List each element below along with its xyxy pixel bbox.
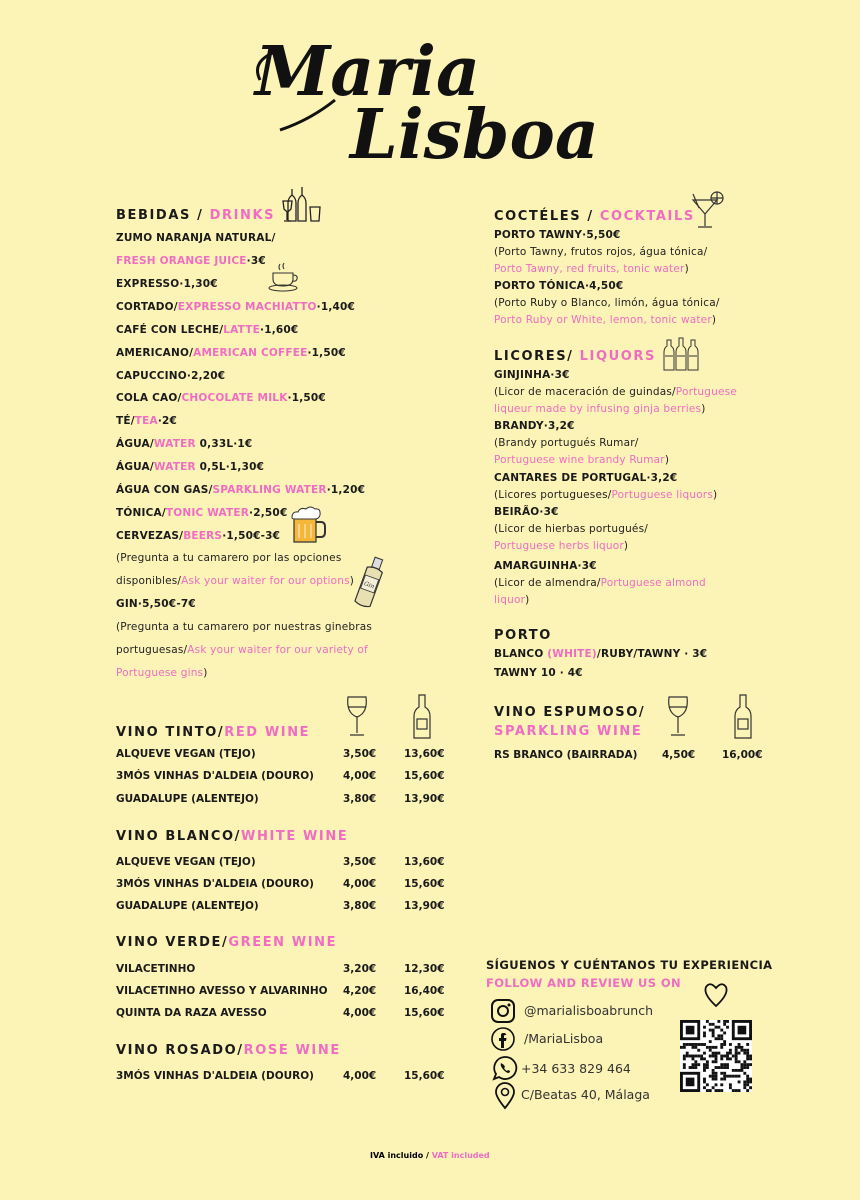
drink-tonica: TÓNICA/TONIC WATER·2,50€ [116,507,288,519]
brand-logo [240,20,630,170]
drink-tea: TÉ/TEA·2€ [116,415,178,427]
brand-line2: Lisboa [350,95,599,170]
cocktail-glass-icon [689,190,725,230]
drinks-title: BEBIDAS / DRINKS [116,208,276,223]
liquor-beirao-desc-en: Portuguese herbs liquor) [494,540,629,552]
liquor-beirao-desc: (Licor de hierbas portugués/ [494,523,648,535]
drink-orange-juice: ZUMO NARANJA NATURAL/ [116,232,276,244]
facebook-handle[interactable]: /MariaLisboa [524,1031,604,1046]
wine-glass-icon [344,695,370,739]
liquor-amarguinha-desc-2: liquor) [494,594,530,606]
rose-wine-title: VINO ROSADO/ROSE WINE [116,1043,341,1058]
heart-icon [703,980,729,1008]
drink-gin-note-2: portuguesas/Ask your waiter for our variety of [116,644,368,656]
green-wine-title: VINO VERDE/GREEN WINE [116,935,338,950]
cocktail-porto-tawny: PORTO TAWNY·5,50€ [494,229,621,241]
porto-blanco-ruby-tawny: BLANCO (WHITE)/RUBY/TAWNY · 3€ [494,648,708,660]
gin-bottle-icon [350,555,390,611]
drink-gin-note-3: Portuguese gins) [116,667,208,679]
cocktail-porto-tawny-desc: (Porto Tawny, frutos rojos, água tónica/ [494,246,708,258]
coffee-cup-icon [268,262,300,292]
cocktail-porto-tawny-desc-en: Porto Tawny, red fruits, tonic water) [494,263,689,275]
wine-bottle-icon [733,693,753,741]
social-heading: SÍGUENOS Y CUÉNTANOS TU EXPERIENCIA [486,958,773,972]
qr-code-icon[interactable] [680,1020,752,1092]
liquor-ginjinha: GINJINHA·3€ [494,369,570,381]
phone-number[interactable]: +34 633 829 464 [521,1061,631,1076]
drink-orange-juice-en: FRESH ORANGE JUICE·3€ [116,255,266,267]
address: C/Beatas 40, Málaga [521,1087,650,1102]
liquor-amarguinha: AMARGUINHA·3€ [494,560,597,572]
cocktails-title: COCTÉLES / COCKTAILS [494,209,695,224]
whatsapp-icon[interactable] [492,1055,518,1081]
location-pin-icon [494,1082,516,1110]
drink-cafe-con-leche: CAFÉ CON LECHE/LATTE·1,60€ [116,324,299,336]
instagram-icon[interactable] [490,998,516,1024]
instagram-handle[interactable]: @marialisboabrunch [524,1003,654,1018]
sparkling-title: VINO ESPUMOSO/ [494,705,646,720]
drink-capuccino: CAPUCCINO·2,20€ [116,370,226,382]
liquor-bottles-icon [661,336,701,374]
drink-beers-note: (Pregunta a tu camarero por las opciones [116,552,342,564]
drink-gin-note: (Pregunta a tu camarero por nuestras ginebras [116,621,373,633]
liquor-cantares-desc: (Licores portugueses/Portuguese liquors) [494,489,718,501]
liquor-cantares: CANTARES DE PORTUGAL·3,2€ [494,472,678,484]
menu-page: Maria Lisboa BEBIDAS / DRINKS ZUMO NARANJA NATURAL/ FRESH ORANGE JUICE·3€ EXPRESSO·1,30€ CORTADO/EXPRESSO MACHIATTO·1,40€ CAFÉ CON LECHE/LATTE·1,60€ AMERICANO/AMERICAN COFFEE·1,50€ CAPUCCINO·2,20€ COLA CAO/CHOCOLATE MILK·1,50€ TÉ/TEA·2€ ÁGUA/WATER 0,33L·1€ ÁGUA/WATER 0,5L·1,30€ ÁGUA CON GAS/SPARKLING WATER·1,20€ TÓNICA/TONIC WATER·2,50€ CERVEZAS/BEERS·1,50€-3€ (Pregunta a tu camarero por las opciones disponibles/Ask your waiter for our options) Gin GIN·5,50€-7€ (Pregunta a tu camarero por nuestras ginebras portuguesas/Ask your waiter for our variety of Portuguese gins) COCTÉLES / COCKTAILS PORTO TAWNY·5,50€ (Porto Tawny, frutos rojos, água tónica/ Porto Tawny, red fruits, tonic water) PORTO TÓNICA·4,50€ (Porto Ruby o Blanco, limón, água tónica/ Porto Ruby or White, lemon, tonic water) LICORES/ LIQUORS GINJINHA·3€ (Licor de maceración de guindas/Portuguese liqueur made by infusing ginja berries) BRANDY·3,2€ (Brandy portugués Rumar/ Portuguese wine brandy Rumar) CANTARES DE PORTUGAL·3,2€ (Licores portugueses/Portuguese liquors) BEIRÃO·3€ (Licor de hierbas portugués/ Portuguese herbs liquor) AMARGUINHA·3€ (Licor de almendra/Portuguese almond liquor) PORTO BLANCO (WHITE)/RUBY/TAWNY · 3€ TAWNY 10 · 4€ VINO TINTO/RED WINE ALQUEVE VEGAN (TEJO) 3,50€ 13,60€ 3MÓS VINHAS D'ALDEIA (DOURO) 4,00€ 15,60€ GUADALUPE (ALENTEJO) 3,80€ 13,90€ VINO BLANCO/WHITE WINE ALQUEVE VEGAN (TEJO) 3,50€ 13,60€ 3MÓS VINHAS D'ALDEIA (DOURO) 4,00€ 15,60€ GUADALUPE (ALENTEJO) 3,80€ 13,90€ VINO VERDE/GREEN WINE VILACETINHO 3,20€ 12,30€ VILACETINHO AVESSO Y ALVARINHO 4,20€ 16,40€ QUINTA DA RAZA AVESSO 4,00€ 15,60€ VINO ROSADO/ROSE WINE 3MÓS VINHAS D'ALDEIA (DOURO) 4,00€ 15,60€ VINO ESPUMOSO/ SPARKLING WINE RS BRANCO (BAIRRADA) 4,50€ 16,00€ SÍGUENOS Y CUÉNTANOS TU EXPERIENCIA FOLLOW AND REVIEW US ON @marialisboabrunch /MariaLisboa +34 633 829 464 C/Beatas 40, Málaga IVA incluido / VAT included [0,0,860,1200]
liquors-title: LICORES/ LIQUORS [494,349,656,364]
brand-line1: Maria [255,32,481,112]
drink-beers: CERVEZAS/BEERS·1,50€-3€ [116,530,281,542]
bottles-glasses-icon [282,185,324,223]
social-heading-en: FOLLOW AND REVIEW US ON [486,976,682,990]
drink-beers-note-en: disponibles/Ask your waiter for our options) [116,575,355,587]
white-wine-title: VINO BLANCO/WHITE WINE [116,829,349,844]
liquor-amarguinha-desc: (Licor de almendra/Portuguese almond [494,577,706,589]
drink-americano: AMERICANO/AMERICAN COFFEE·1,50€ [116,347,346,359]
porto-title: PORTO [494,628,552,643]
vat-note: IVA incluido / VAT included [370,1151,490,1160]
liquor-brandy: BRANDY·3,2€ [494,420,575,432]
liquor-brandy-desc-en: Portuguese wine brandy Rumar) [494,454,670,466]
drink-cola-cao: COLA CAO/CHOCOLATE MILK·1,50€ [116,392,326,404]
liquor-ginjinha-desc: (Licor de maceración de guindas/Portuguese [494,386,737,398]
wine-bottle-icon [412,693,432,741]
sparkling-title-en: SPARKLING WINE [494,724,643,739]
beer-mug-icon [288,506,328,546]
svg-text:Gin: Gin [362,580,376,591]
drink-gin: GIN·5,50€-7€ [116,598,196,610]
liquor-brandy-desc: (Brandy portugués Rumar/ [494,437,639,449]
drink-sparkling-water: ÁGUA CON GAS/SPARKLING WATER·1,20€ [116,484,366,496]
liquor-beirao: BEIRÃO·3€ [494,506,559,518]
drink-water-large: ÁGUA/WATER 0,5L·1,30€ [116,461,265,473]
liquor-ginjinha-desc-2: liqueur made by infusing ginja berries) [494,403,706,415]
red-wine-title: VINO TINTO/RED WINE [116,725,311,740]
drink-water-small: ÁGUA/WATER 0,33L·1€ [116,438,253,450]
cocktail-porto-tonica: PORTO TÓNICA·4,50€ [494,280,624,292]
wine-glass-icon [665,695,691,739]
cocktail-porto-tonica-desc-en: Porto Ruby or White, lemon, tonic water) [494,314,717,326]
porto-tawny-10: TAWNY 10 · 4€ [494,667,583,679]
drink-expresso: EXPRESSO·1,30€ [116,278,218,290]
facebook-icon[interactable] [490,1026,516,1052]
cocktail-porto-tonica-desc: (Porto Ruby o Blanco, limón, água tónica/ [494,297,720,309]
drink-cortado: CORTADO/EXPRESSO MACHIATTO·1,40€ [116,301,356,313]
